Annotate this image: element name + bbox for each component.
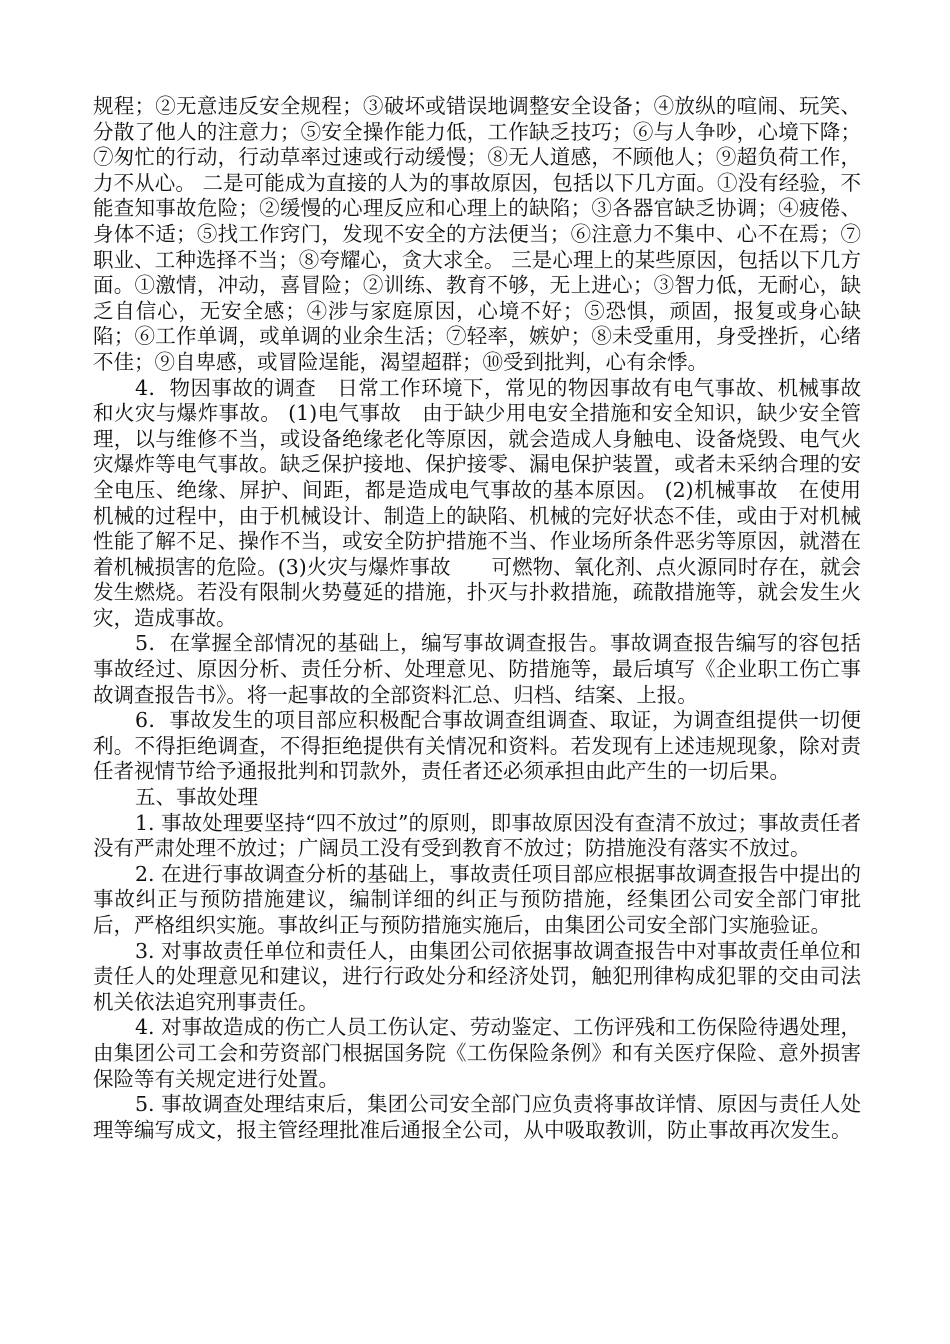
section-heading-accident-handling: 五、事故处理 — [135, 785, 258, 810]
paragraph-physical-accident-investigation: 4．物因事故的调查 日常工作环境下，常见的物因事故有电气事故、机械事故和火灾与爆炸事故。 (1)电气事故 由于缺少用电安全措施和安全知识，缺少安全管理，以与维修不当，或设备绝缘老化等原因，就会造成人身触电、设备烧毁、电气火灾爆炸等电气事故。缺乏保护接地、保护接零、漏电保护装置，或者未采纳合理的安全电压、绝缘、屏护、间距，都是造成电气事故的基本原因。 (2)机械事故 在使用机械的过程中，由于机械设计、制造上的缺陷、机械的完好状态不佳，或由于对机械性能了解不足、操作不当，或安全防护措施不当、作业场所条件恶劣等原因，就潜在着机械损害的危险。(3)火灾与爆炸事故 可燃物、氧化剂、点火源同时存在，就会发生燃烧。若没有限制火势蔓延的措施，扑灭与扑救措施，疏散措施等，就会发生火灾，造成事故。 — [93, 375, 861, 630]
paragraph-corrective-measures: 2. 在进行事故调查分析的基础上，事故责任项目部应根据事故调查报告中提出的事故纠正与预防措施建议，编制详细的纠正与预防措施，经集团公司安全部门审批后，严格组织实施。事故纠正与预防措施实施后，由集团公司安全部门实施验证。 — [93, 861, 861, 937]
document-body — [93, 94, 861, 1143]
paragraph-continued: 规程；②无意违反安全规程；③破坏或错误地调整安全设备；④放纵的喧闹、玩笑、分散了他人的注意力；⑤安全操作能力低，工作缺乏技巧；⑥与人争吵，心境下降；⑦匆忙的行动，行动草率过速或行动缓慢；⑧无人道感，不顾他人；⑨超负荷工作，力不从心。 二是可能成为直接的人为的事故原因，包括以下几方面。①没有经验，不能查知事故危险；②缓慢的心理反应和心理上的缺陷；③各器官缺乏协调；④疲倦、身体不适；⑤找工作窍门，发现不安全的方法便当；⑥注意力不集中、心不在焉；⑦职业、工种选择不当；⑧夸耀心，贪大求全。 三是心理上的某些原因，包括以下几方面。①激情，冲动，喜冒险；②训练、教育不够，无上进心；③智力低，无耐心，缺乏自信心，无安全感；④涉与家庭原因，心境不好；⑤恐惧，顽固，报复或身心缺陷；⑥工作单调，或单调的业余生活；⑦轻率，嫉妒；⑧未受重用，身受挫折，心绪不佳；⑨自卑感，或冒险逞能，渴望超群；⑩受到批判，心有余悸。 — [93, 94, 861, 374]
paragraph-report-circulation: 5. 事故调查处理结束后，集团公司安全部门应负责将事故详情、原因与责任人处理等编写成文，报主管经理批准后通报全公司，从中吸取教训，防止事故再次发生。 — [93, 1092, 861, 1142]
paragraph-investigation-report: 5．在掌握全部情况的基础上，编写事故调查报告。事故调查报告编写的容包括事故经过、原因分析、责任分析、处理意见、防措施等，最后填写《企业职工伤亡事故调查报告书》。将一起事故的全部资料汇总、归档、结案、上报。 — [93, 631, 861, 707]
paragraph-cooperation: 6．事故发生的项目部应积极配合事故调查组调查、取证，为调查组提供一切便利。不得拒绝调查，不得拒绝提供有关情况和资料。若发现有上述违规现象，除对责任者视情节给予通报批判和罚款外，责任者还必须承担由此产生的一切后果。 — [93, 708, 861, 784]
paragraph-four-not-let-go: 1. 事故处理要坚持“四不放过”的原则，即事故原因没有查清不放过；事故责任者没有严肃处理不放过；广阔员工没有受到教育不放过；防措施没有落实不放过。 — [93, 810, 861, 861]
paragraph-responsibility-penalties: 3. 对事故责任单位和责任人，由集团公司依据事故调查报告中对事故责任单位和责任人的处理意见和建议，进行行政处分和经济处罚，触犯刑律构成犯罪的交由司法机关依法追究刑事责任。 — [93, 938, 861, 1014]
paragraph-injury-insurance: 4. 对事故造成的伤亡人员工伤认定、劳动鉴定、工伤评残和工伤保险待遇处理，由集团公司工会和劳资部门根据国务院《工伤保险条例》和有关医疗保险、意外损害保险等有关规定进行处置。 — [93, 1015, 861, 1091]
